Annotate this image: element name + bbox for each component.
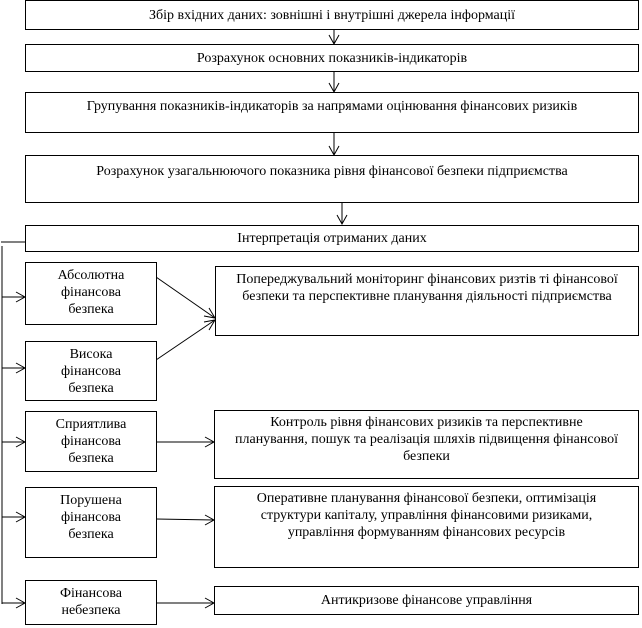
level-label-line: Висока <box>69 347 113 362</box>
step-label: Інтерпретація отриманих даних <box>237 231 427 246</box>
level-financial-danger <box>25 580 157 625</box>
action-label-line: Контроль рівня фінансових ризиків та перспективне <box>270 415 583 430</box>
level-label-line: безпека <box>68 451 114 466</box>
action-label-line: Антикризове фінансове управління <box>320 593 533 608</box>
level-label-line: Порушена <box>60 493 122 508</box>
action-label-line: Оперативне планування фінансової безпеки, оптимізація <box>256 491 597 506</box>
level-label-line: безпека <box>68 302 114 317</box>
step-label: Збір вхідних даних: зовнішні і внутрішні джерела інформації <box>148 8 515 23</box>
level-label-line: Сприятлива <box>55 417 127 432</box>
level-label-line: безпека <box>68 381 114 396</box>
level-label-line: фінансова <box>60 434 121 449</box>
level-label-line: фінансова <box>60 285 121 300</box>
action-preventive-monitoring <box>215 266 639 336</box>
level-label-line: безпека <box>68 527 114 542</box>
step-label: Групування показників-індикаторів за напрямами оцінювання фінансових ризиків <box>86 99 578 114</box>
level-violated-security <box>25 487 157 558</box>
action-operational-planning <box>214 486 639 568</box>
action-label-line: структури капіталу, управління фінансовими ризиками, <box>260 508 593 523</box>
link-level4-action3 <box>156 519 214 520</box>
step-data-collection <box>25 0 639 30</box>
action-label-line: Попереджувальний моніторинг фінансових ризтів ті фінансової <box>236 272 618 287</box>
action-label-line: безпеки та перспективне планування діяльності підприємства <box>242 289 612 304</box>
step-label: Розрахунок узагальнюючого показника рівня фінансової безпеки підприємства <box>96 164 568 179</box>
level-favorable-security <box>25 411 157 472</box>
action-anti-crisis-management <box>214 586 639 615</box>
action-label-line: безпеки <box>403 449 450 464</box>
action-label-line: управління формуванням фінансових ресурсів <box>287 525 566 540</box>
step-indicator-calculation <box>25 44 639 72</box>
action-label-line: планування, пошук та реалізація шляхів підвищення фінансової <box>235 432 618 447</box>
step-aggregate-indicator <box>25 155 639 203</box>
step-interpretation <box>25 225 639 252</box>
level-label-line: Абсолютна <box>57 268 125 283</box>
step-label: Розрахунок основних показників-індикаторів <box>196 51 468 66</box>
level-high-security <box>25 341 157 401</box>
level-absolute-security <box>25 262 157 325</box>
action-risk-control <box>214 410 639 479</box>
level-label-line: Фінансова <box>59 586 122 601</box>
level-label-line: фінансова <box>60 364 121 379</box>
link-level1-action1 <box>156 277 215 318</box>
level-label-line: фінансова <box>60 510 121 525</box>
level-label-line: небезпека <box>61 603 121 618</box>
step-indicator-grouping <box>25 92 639 133</box>
link-level2-action1 <box>156 320 215 360</box>
